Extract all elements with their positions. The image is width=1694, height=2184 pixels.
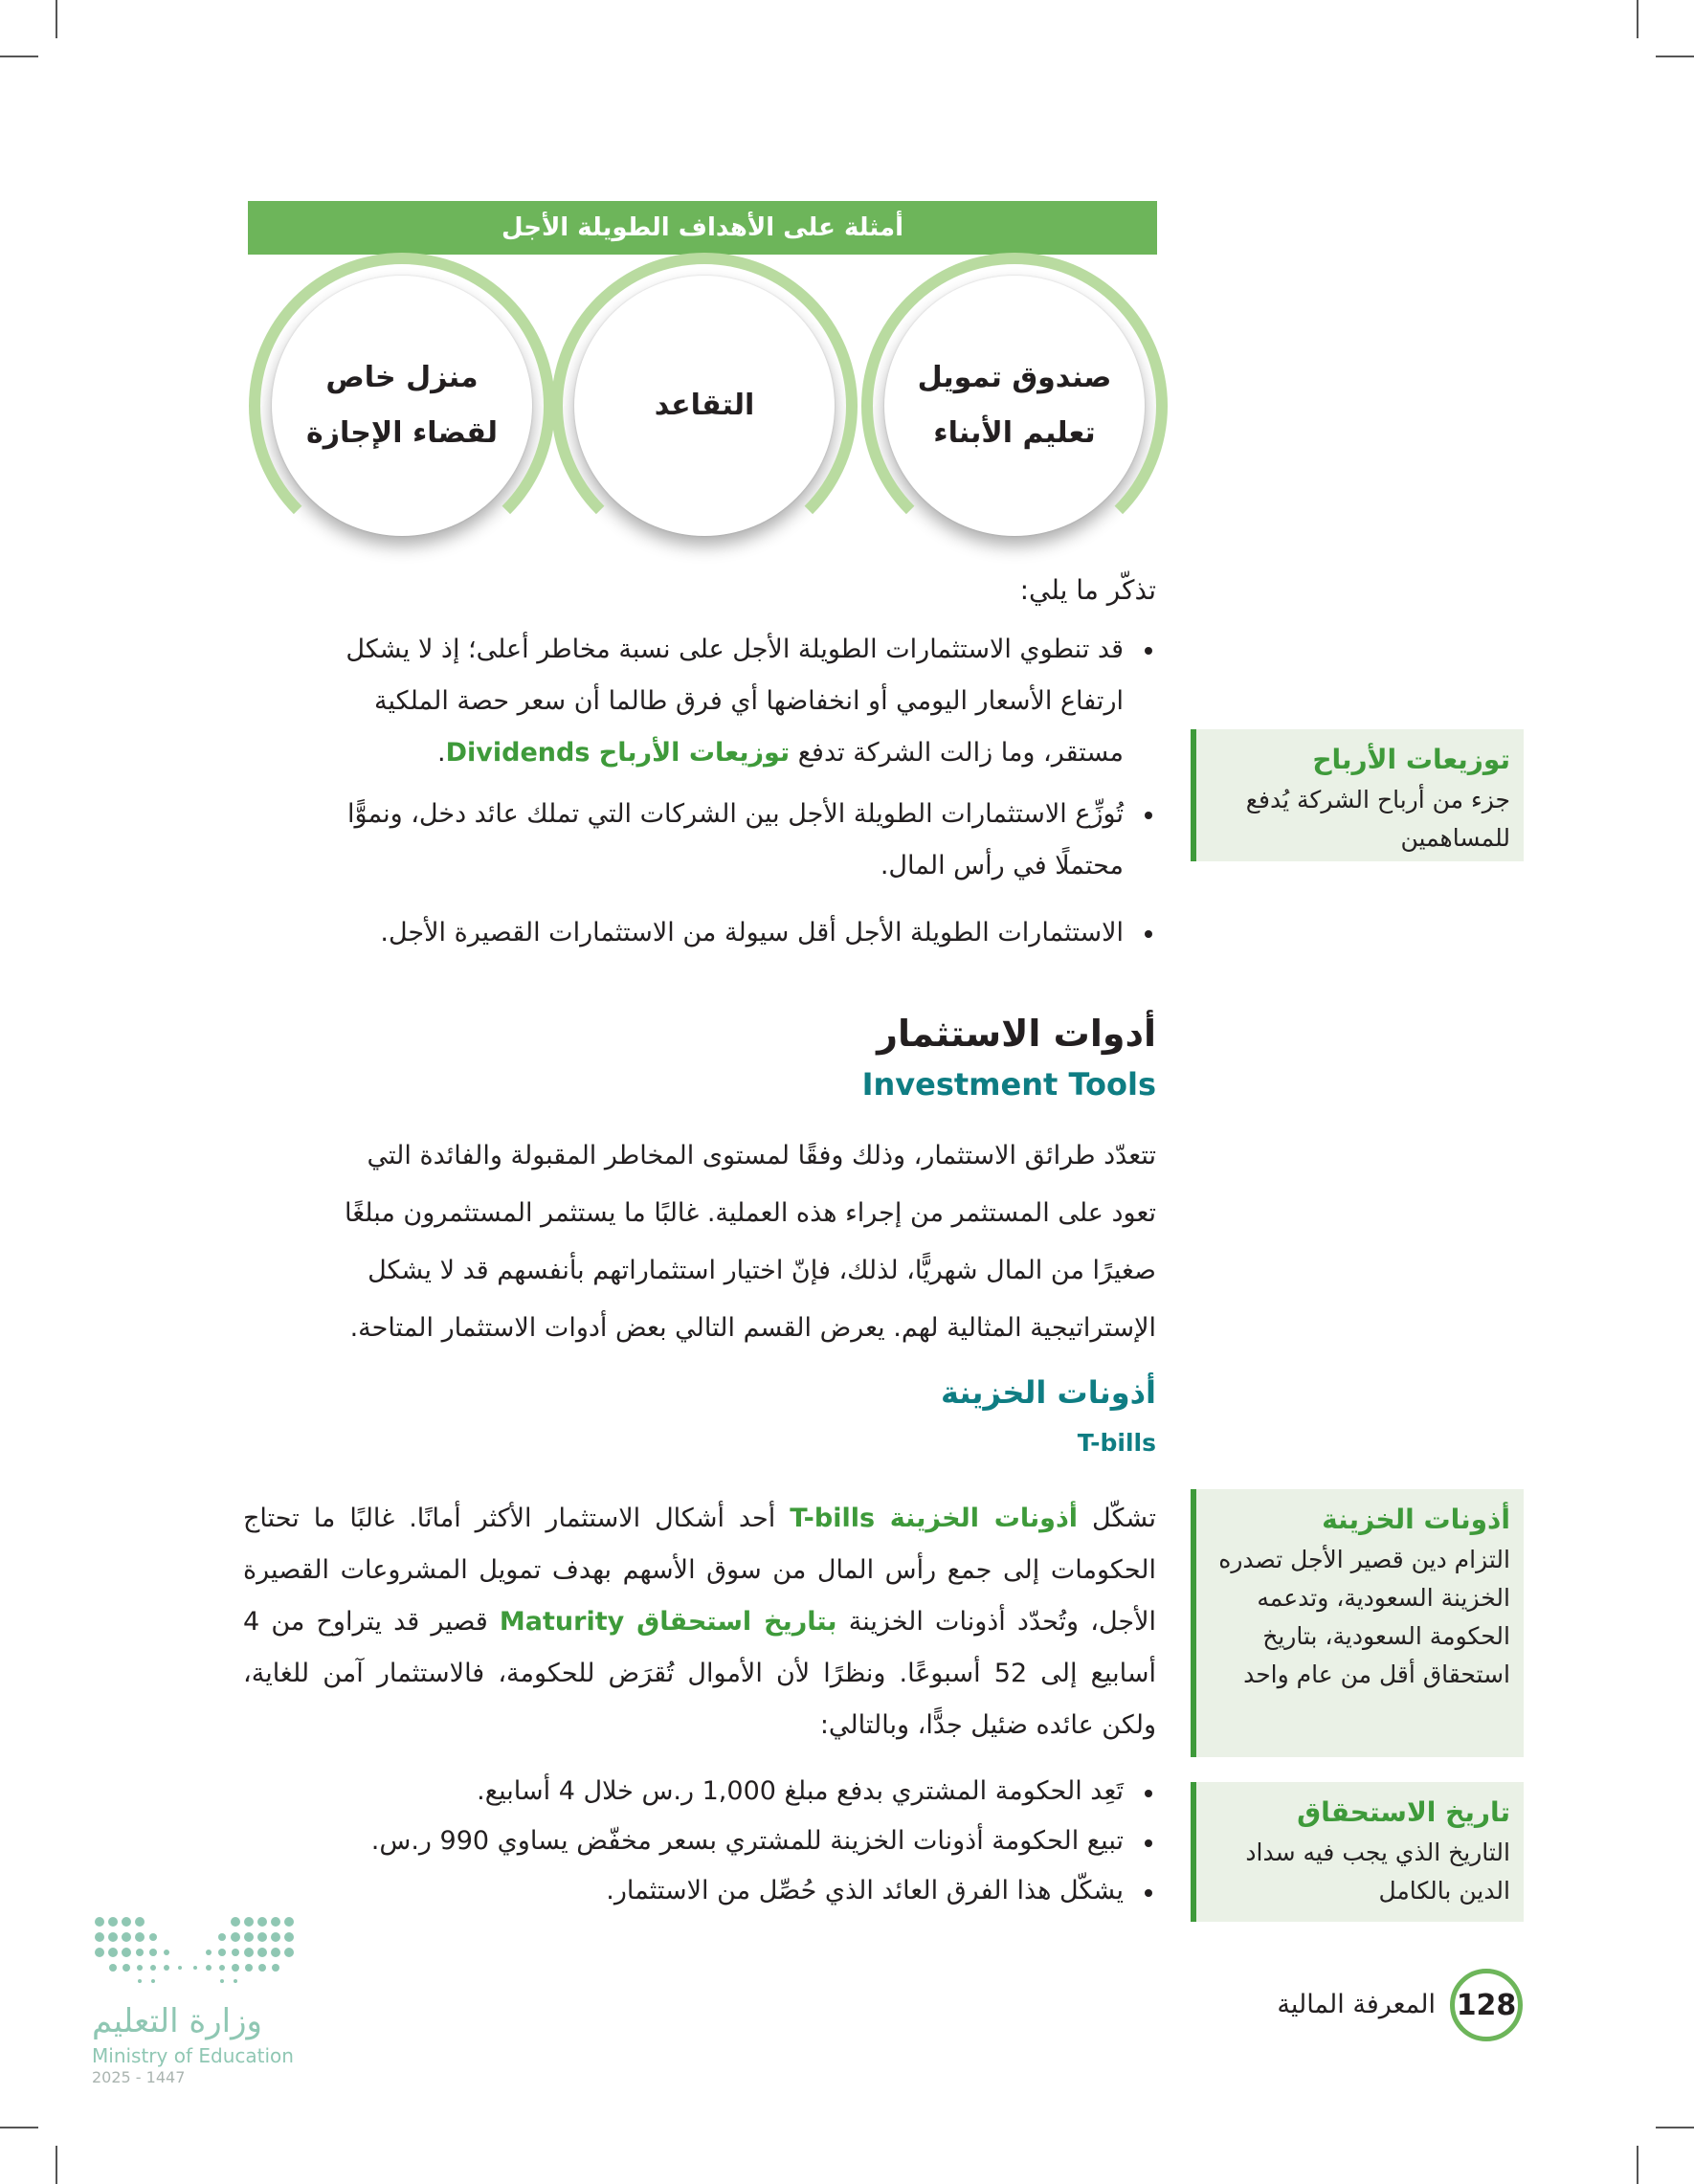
bullet-end: . <box>437 738 446 768</box>
logo-en: Ministry of Education <box>92 2044 294 2067</box>
logo-dots-icon <box>92 1914 302 1985</box>
tbills-text: تشكّل <box>1092 1504 1156 1533</box>
remember-label: تذكّر ما يلي: <box>1019 574 1156 606</box>
term-tbills: أذونات الخزينة T-bills <box>790 1504 1079 1533</box>
crop-mark <box>56 0 57 38</box>
list-item <box>239 907 1158 959</box>
section-title-en: Investment Tools <box>861 1066 1156 1103</box>
crop-mark <box>0 56 38 57</box>
goal-line: تعليم الأبناء <box>933 416 1096 450</box>
sidebar-body: جزء من أرباح الشركة يُدفع للمساهمين <box>1245 786 1510 852</box>
book-title: المعرفة المالية <box>1277 1990 1436 2019</box>
sidebar-title: تاريخ الاستحقاق <box>1297 1796 1510 1828</box>
sidebar-body: التزام دين قصير الأجل تصدره الخزينة السعودية، وتدعمه الحكومة السعودية، بتاريخ استحقاق أقل من عام واحد <box>1218 1546 1510 1688</box>
sidebar-title: أذونات الخزينة <box>1322 1504 1510 1535</box>
sidebar-title: توزيعات الأرباح <box>1312 744 1510 775</box>
tbills-text: أحد أشكال الاستثمار الأكثر أمانًا. غالبًا ما تحتاج الحكومات إلى جمع رأس المال من سوق الأسهم بهدف تمويل المشروعات القصيرة الأجل، وتُحدّد أذونات الخزينة <box>243 1504 1156 1637</box>
sidebar-tbills <box>1191 1489 1524 1757</box>
paragraph-line: صغيرًا من المال شهريًّا، لذلك، فإنّ اختيار استثماراتهم بأنفسهم قد لا يشكل <box>368 1256 1156 1285</box>
tbills-title-en: T-bills <box>1077 1429 1156 1457</box>
bullet-line: الاستثمارات الطويلة الأجل أقل سيولة من الاستثمارات القصيرة الأجل. <box>380 918 1124 947</box>
list-item: يشكّل هذا الفرق العائد الذي حُصِّل من الاستثمار. <box>239 1866 1158 1916</box>
bullet-line <box>239 727 1124 779</box>
logo-ar: وزارة التعليم <box>92 2002 262 2040</box>
goal-line: صندوق تمويل <box>917 361 1112 394</box>
sidebar-dividends <box>1191 729 1524 861</box>
bullet-line: ارتفاع الأسعار اليومي أو انخفاضها أي فرق طالما أن سعر حصة الملكية <box>374 686 1124 716</box>
remember-list <box>239 624 1158 959</box>
goal-retirement <box>574 276 835 536</box>
logo-year: 2025 - 1447 <box>92 2068 186 2086</box>
bullet-text: مستقر، وما زالت الشركة تدفع <box>797 738 1124 768</box>
list-item <box>239 789 1158 892</box>
paragraph-line: تتعدّد طرائق الاستثمار، وذلك وفقًا لمستوى المخاطر المقبولة والفائدة التي <box>367 1141 1156 1170</box>
crop-mark <box>0 2127 38 2128</box>
bullet-line: قد تنطوي الاستثمارات الطويلة الأجل على نسبة مخاطر أعلى؛ إذ لا يشكل <box>345 635 1124 664</box>
list-item <box>239 624 1158 779</box>
tbills-text: قصير قد يتراوح من 4 أسابيع إلى 52 أسبوعًا. ونظرًا لأن الأموال تُقرَض للحكومة، فالاستثمار آمن للغاية، ولكن عائده ضئيل جدًّا، وبالتالي: <box>243 1607 1157 1740</box>
crop-mark <box>1656 56 1694 57</box>
crop-mark <box>1637 2146 1638 2184</box>
bullet-line: محتملًا في رأس المال. <box>880 851 1124 880</box>
goal-line: لقضاء الإجازة <box>306 416 498 450</box>
term-maturity: بتاريخ استحقاق Maturity <box>499 1607 837 1637</box>
tbills-list <box>239 1767 1158 1916</box>
sidebar-maturity <box>1191 1782 1524 1922</box>
section-title-ar: أدوات الاستثمار <box>877 1013 1156 1055</box>
crop-mark <box>56 2146 57 2184</box>
crop-mark <box>1637 0 1638 38</box>
crop-mark <box>1656 2127 1694 2128</box>
page-number: 128 <box>1450 1969 1523 2041</box>
ministry-logo <box>92 1914 302 2106</box>
term-dividends: توزيعات الأرباح Dividends <box>445 738 791 768</box>
investment-tools-paragraph <box>243 1127 1156 1357</box>
bullet-line: تُوزِّع الاستثمارات الطويلة الأجل بين الشركات التي تملك عائد دخل، ونموًّا <box>347 799 1124 829</box>
goal-line: التقاعد <box>654 389 755 422</box>
list-item: تَعِد الحكومة المشتري بدفع مبلغ 1,000 ر.س خلال 4 أسابيع. <box>239 1767 1158 1816</box>
tbills-title-ar: أذونات الخزينة <box>940 1374 1156 1411</box>
goals-banner: أمثلة على الأهداف الطويلة الأجل <box>248 201 1157 255</box>
paragraph-line: الإستراتيجية المثالية لهم. يعرض القسم التالي بعض أدوات الاستثمار المتاحة. <box>349 1313 1156 1343</box>
paragraph-line: تعود على المستثمر من إجراء هذه العملية. غالبًا ما يستثمر المستثمرون مبلغًا <box>345 1198 1156 1228</box>
list-item: تبيع الحكومة أذونات الخزينة للمشتري بسعر مخفّض يساوي 990 ر.س. <box>239 1816 1158 1866</box>
tbills-paragraph <box>243 1493 1156 1751</box>
goal-education-fund <box>884 276 1145 536</box>
goal-line: منزل خاص <box>325 361 479 394</box>
goal-vacation-home <box>272 276 532 536</box>
sidebar-body: التاريخ الذي يجب فيه سداد الدين بالكامل <box>1245 1839 1510 1905</box>
